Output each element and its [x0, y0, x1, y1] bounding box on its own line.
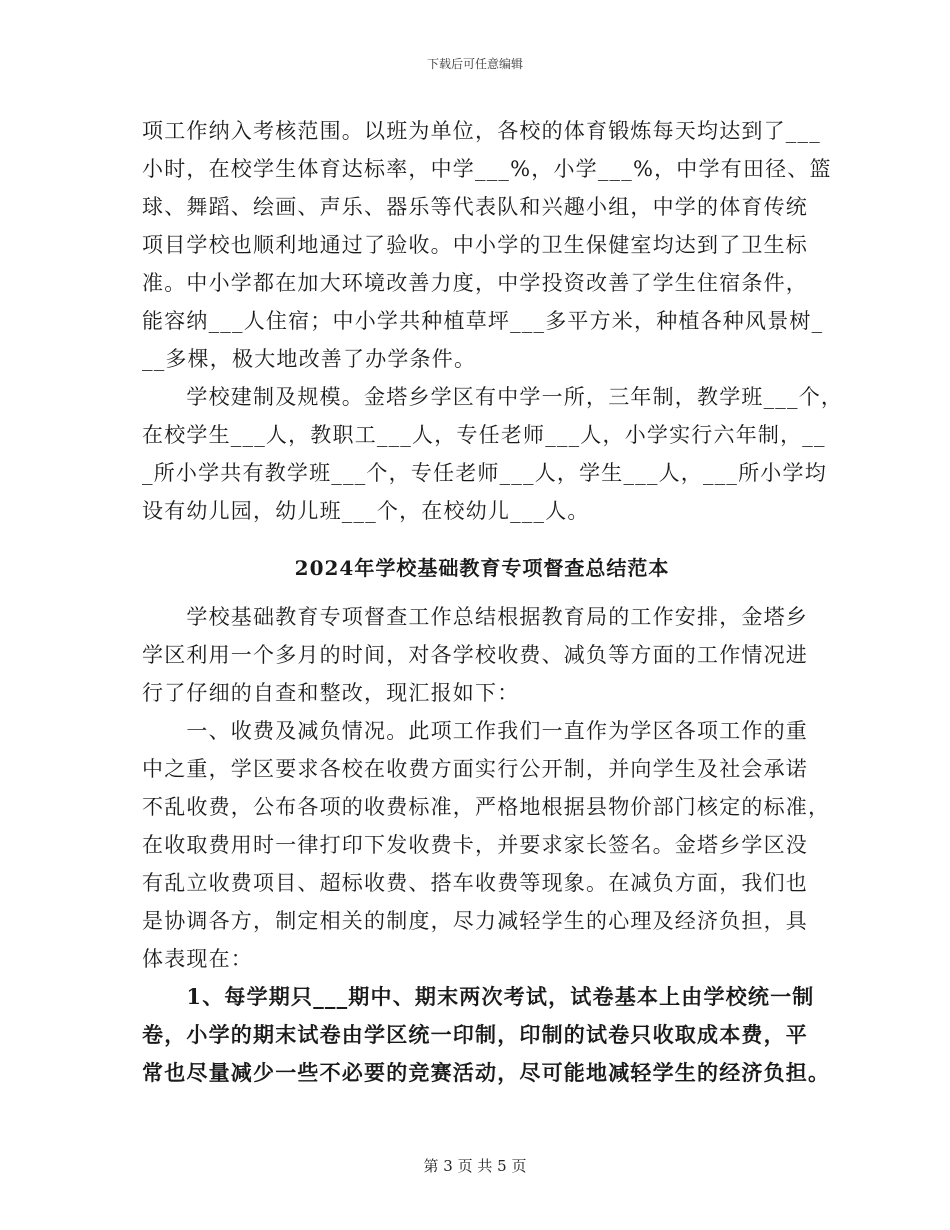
text-line: 准。中小学都在加大环境改善力度，中学投资改善了学生住宿条件， [142, 271, 808, 295]
bold-text-line: 常也尽量减少一些不必要的竞赛活动，尽可能地减轻学生的经济负担。 [142, 1060, 831, 1085]
document-body [142, 112, 844, 1092]
bold-text-line: 1、每学期只___期中、期末两次考试，试卷基本上由学校统一制 [142, 984, 815, 1009]
text-line: 能容纳___人住宿；中小学共种植草坪___多平方米，种植各种风景树_ [142, 309, 824, 333]
text-line: 有乱立收费项目、超标收费、搭车收费等现象。在减负方面，我们也 [142, 871, 808, 895]
text-line: 中之重，学区要求各校在收费方面实行公开制，并向学生及社会承诺 [142, 757, 808, 781]
text-line: 设有幼儿园，幼儿班___个，在校幼儿___人。 [142, 499, 590, 523]
text-line: 是协调各方，制定相关的制度，尽力减轻学生的心理及经济负担，具 [142, 909, 808, 933]
text-line: 球、舞蹈、绘画、声乐、器乐等代表队和兴趣小组，中学的体育传统 [142, 195, 808, 219]
text-line: 在校学生___人，教职工___人，专任老师___人，小学实行六年制，__ [142, 423, 826, 447]
text-line: 不乱收费，公布各项的收费标准，严格地根据县物价部门核定的标准， [142, 795, 831, 819]
text-line: __多棵，极大地改善了办学条件。 [142, 347, 477, 371]
page-header: 下载后可任意编辑 [426, 57, 523, 71]
text-line: 项目学校也顺利地通过了验收。中小学的卫生保健室均达到了卫生标 [142, 233, 808, 257]
page-footer: 第 3 页 共 5 页 [423, 1157, 527, 1175]
text-line: 学校基础教育专项督查工作总结根据教育局的工作安排，金塔乡 [142, 605, 808, 629]
text-line: 项工作纳入考核范围。以班为单位，各校的体育锻炼每天均达到了___ [142, 119, 821, 143]
text-line: 一、收费及减负情况。此项工作我们一直作为学区各项工作的重 [142, 719, 808, 743]
text-line: 小时，在校学生体育达标率，中学___%，小学___%，中学有田径、篮 [142, 157, 832, 181]
text-line: _所小学共有教学班___个，专任老师___人，学生___人，___所小学均 [142, 461, 827, 485]
section-title: 2024年学校基础教育专项督查总结范本 [294, 556, 670, 580]
text-line: 在收取费用时一律打印下发收费卡，并要求家长签名。金塔乡学区没 [142, 833, 808, 857]
text-line: 行了仔细的自查和整改，现汇报如下： [142, 681, 520, 705]
text-line: 体表现在： [142, 947, 253, 971]
text-line: 学区利用一个多月的时间，对各学校收费、减负等方面的工作情况进 [142, 643, 808, 667]
bold-text-line: 卷，小学的期末试卷由学区统一印制，印制的试卷只收取成本费，平 [142, 1022, 808, 1047]
text-line: 学校建制及规模。金塔乡学区有中学一所，三年制，教学班___个， [142, 385, 844, 409]
